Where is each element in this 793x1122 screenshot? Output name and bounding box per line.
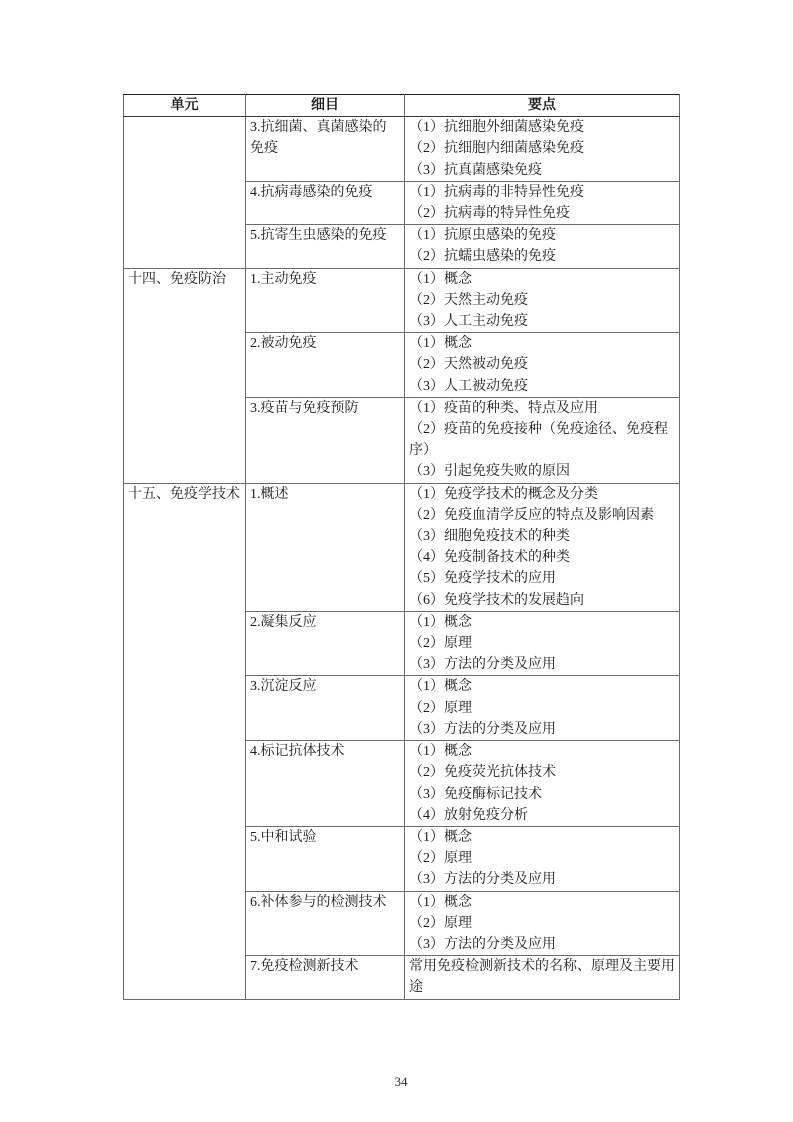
unit-cell: 十四、免疫防治 xyxy=(124,268,246,483)
point-line: （3）方法的分类及应用 xyxy=(409,872,556,888)
point-line: （2）原理 xyxy=(409,700,472,716)
points-cell xyxy=(405,268,680,333)
point-line: （3）人工被动免疫 xyxy=(409,378,528,394)
point-line: （3）免疫酶标记技术 xyxy=(409,786,542,802)
point-line: （3）人工主动免疫 xyxy=(409,314,528,330)
points-cell xyxy=(405,676,680,741)
column-header-item: 细目 xyxy=(246,95,405,117)
point-line: （2）免疫荧光抗体技术 xyxy=(409,765,556,781)
item-cell: 4.抗病毒感染的免疫 xyxy=(246,181,405,224)
item-cell: 6.补体参与的检测技术 xyxy=(246,891,405,956)
point-line: （2）原理 xyxy=(409,636,472,652)
table-row xyxy=(124,268,680,333)
points-cell xyxy=(405,956,680,999)
point-line: （1）免疫学技术的概念及分类 xyxy=(409,486,598,502)
item-cell: 3.沉淀反应 xyxy=(246,676,405,741)
point-line: （2）天然被动免疫 xyxy=(409,357,528,373)
point-line: （2）抗细胞内细菌感染免疫 xyxy=(409,141,584,157)
syllabus-table xyxy=(123,94,680,1000)
point-line: （3）引起免疫失败的原因 xyxy=(409,464,570,480)
item-cell: 1.概述 xyxy=(246,483,405,611)
point-line: （3）抗真菌感染免疫 xyxy=(409,162,542,178)
item-cell: 4.标记抗体技术 xyxy=(246,741,405,827)
point-line: （3）方法的分类及应用 xyxy=(409,721,556,737)
item-cell: 2.被动免疫 xyxy=(246,333,405,398)
table-body xyxy=(124,117,680,999)
points-cell xyxy=(405,117,680,182)
point-line: （1）疫苗的种类、特点及应用 xyxy=(409,400,598,416)
point-line: （1）概念 xyxy=(409,336,472,352)
point-line: （2）原理 xyxy=(409,851,472,867)
point-line: （5）免疫学技术的应用 xyxy=(409,571,556,587)
table-header-row xyxy=(124,95,680,117)
point-line: （4）放射免疫分析 xyxy=(409,807,528,823)
point-line: 常用免疫检测新技术的名称、原理及主要用途 xyxy=(409,959,675,996)
point-line: （3）方法的分类及应用 xyxy=(409,657,556,673)
column-header-points: 要点 xyxy=(405,95,680,117)
item-cell: 5.抗寄生虫感染的免疫 xyxy=(246,225,405,268)
point-line: （1）概念 xyxy=(409,679,472,695)
point-line: （2）天然主动免疫 xyxy=(409,292,528,308)
point-line: （1）抗原虫感染的免疫 xyxy=(409,228,556,244)
point-line: （1）抗细胞外细菌感染免疫 xyxy=(409,120,584,136)
points-cell xyxy=(405,826,680,891)
point-line: （3）细胞免疫技术的种类 xyxy=(409,529,570,545)
point-line: （1）概念 xyxy=(409,894,472,910)
unit-cell xyxy=(124,117,246,268)
unit-cell: 十五、免疫学技术 xyxy=(124,483,246,999)
table-row xyxy=(124,483,680,611)
points-cell xyxy=(405,333,680,398)
point-line: （4）免疫制备技术的种类 xyxy=(409,550,570,566)
points-cell xyxy=(405,483,680,611)
item-cell: 3.抗细菌、真菌感染的免疫 xyxy=(246,117,405,182)
point-line: （1）概念 xyxy=(409,744,472,760)
point-line: （1）概念 xyxy=(409,829,472,845)
point-line: （1）概念 xyxy=(409,271,472,287)
points-cell xyxy=(405,611,680,676)
item-cell: 1.主动免疫 xyxy=(246,268,405,333)
points-cell xyxy=(405,397,680,483)
point-line: （1）抗病毒的非特异性免疫 xyxy=(409,184,584,200)
points-cell xyxy=(405,181,680,224)
item-cell: 5.中和试验 xyxy=(246,826,405,891)
point-line: （2）抗病毒的特异性免疫 xyxy=(409,206,570,222)
point-line: （2）抗蠕虫感染的免疫 xyxy=(409,249,556,265)
item-cell: 3.疫苗与免疫预防 xyxy=(246,397,405,483)
column-header-unit: 单元 xyxy=(124,95,246,117)
point-line: （2）免疫血清学反应的特点及影响因素 xyxy=(409,507,654,523)
point-line: （2）原理 xyxy=(409,915,472,931)
points-cell xyxy=(405,741,680,827)
point-line: （6）免疫学技术的发展趋向 xyxy=(409,592,584,608)
point-line: （1）概念 xyxy=(409,614,472,630)
item-cell: 2.凝集反应 xyxy=(246,611,405,676)
points-cell xyxy=(405,225,680,268)
table-row xyxy=(124,117,680,182)
point-line: （3）方法的分类及应用 xyxy=(409,936,556,952)
item-cell: 7.免疫检测新技术 xyxy=(246,956,405,999)
points-cell xyxy=(405,891,680,956)
point-line: （2）疫苗的免疫接种（免疫途径、免疫程序） xyxy=(409,422,668,459)
page-number: 34 xyxy=(394,1074,408,1089)
